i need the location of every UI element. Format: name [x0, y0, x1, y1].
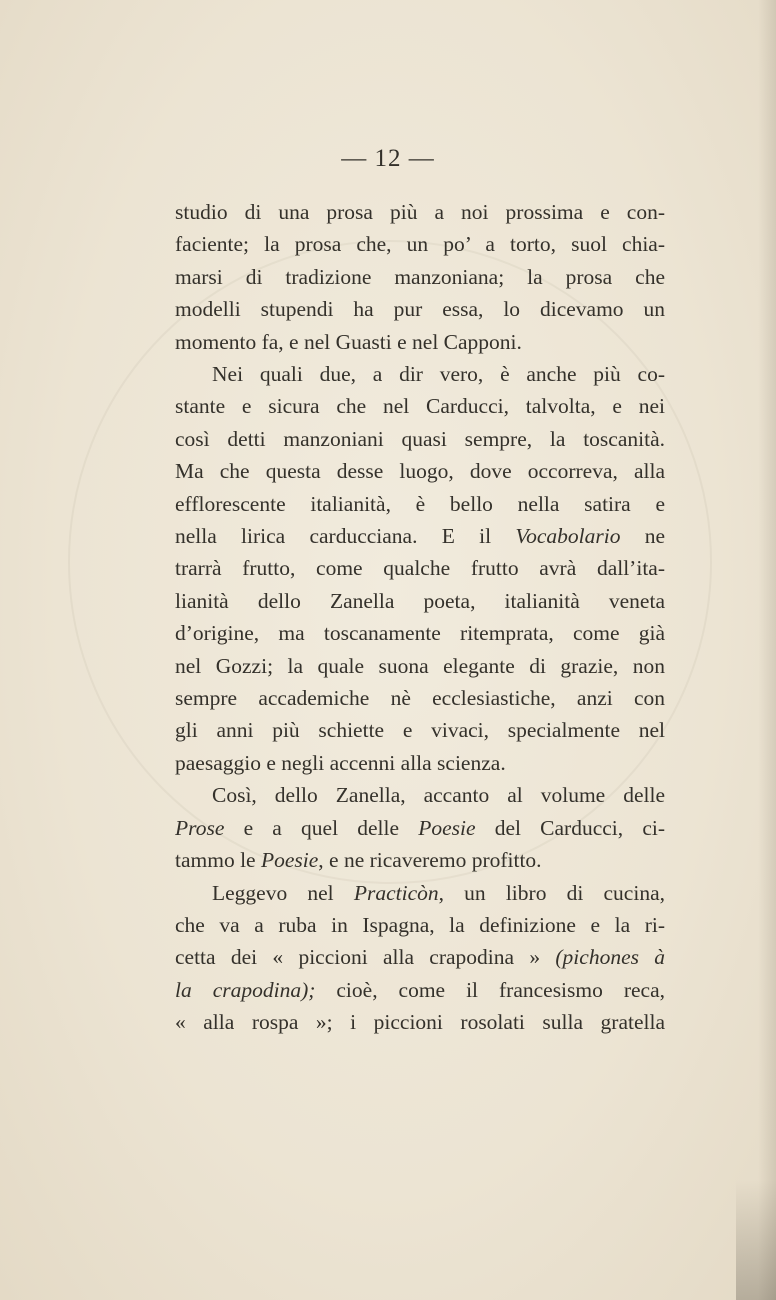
- text-line: [175, 812, 665, 844]
- text-line: [175, 877, 665, 909]
- text-line: [175, 844, 665, 876]
- text-line: lianità dello Zanella poeta, italianità veneta: [175, 588, 665, 613]
- text-line: efflorescente italianità, è bello nella satira e: [175, 491, 665, 516]
- text-line: così detti manzoniani quasi sempre, la toscanità.: [175, 426, 665, 451]
- italic-title: Poesie: [418, 815, 476, 840]
- text-line: sempre accademiche nè ecclesiastiche, anzi con: [175, 686, 665, 711]
- text-segment: , un libro di cucina,: [438, 880, 665, 905]
- text-segment: ne: [644, 524, 665, 549]
- text-line: nel Gozzi; la quale suona elegante di grazie, non: [175, 653, 665, 678]
- body-text: [175, 196, 665, 1038]
- text-line: [175, 974, 665, 1006]
- text-line: Ma che questa desse luogo, dove occorreva, alla: [175, 459, 665, 484]
- text-line: Così, dello Zanella, accanto al volume delle: [212, 783, 665, 808]
- text-segment: tammo le: [175, 848, 256, 873]
- text-line: studio di una prosa più a noi prossima e con-: [175, 200, 665, 224]
- italic-title: Poesie: [260, 848, 319, 873]
- italic-title: Vocabolario: [515, 524, 621, 549]
- text-segment: del Carducci, ci-: [494, 815, 665, 840]
- text-line: d’origine, ma toscanamente ritemprata, come già: [175, 621, 665, 646]
- italic-title: Prose: [175, 815, 225, 840]
- text-segment: Leggevo nel: [212, 880, 334, 905]
- text-segment: e a quel delle: [243, 815, 400, 840]
- text-line: Nei quali due, a dir vero, è anche più co-: [212, 362, 665, 387]
- italic-title: Practicòn: [353, 880, 439, 905]
- text-line: modelli stupendi ha pur essa, lo dicevamo un: [175, 297, 665, 322]
- page-corner-shadow: [736, 1180, 776, 1300]
- italic-phrase: la crapodina);: [175, 977, 316, 1002]
- text-segment: , e ne ricaveremo profitto.: [318, 848, 542, 873]
- italic-phrase: (pichones à: [555, 945, 665, 970]
- text-line: paesaggio e negli accenni alla scienza.: [175, 750, 506, 775]
- text-segment: cioè, come il francesismo reca,: [336, 977, 665, 1002]
- text-line: che va a ruba in Ispagna, la definizione e la ri-: [175, 912, 665, 937]
- text-line: « alla rospa »; i piccioni rosolati sulla gratella: [175, 1010, 665, 1035]
- text-line: marsi di tradizione manzoniana; la prosa che: [175, 264, 665, 289]
- text-segment: nella lirica carducciana. E il: [175, 524, 492, 549]
- text-line: [175, 941, 665, 973]
- text-line: momento fa, e nel Guasti e nel Capponi.: [175, 329, 522, 354]
- text-line: faciente; la prosa che, un po’ a torto, suol chia-: [175, 232, 665, 257]
- text-line: [175, 520, 665, 552]
- text-segment: cetta dei « piccioni alla crapodina »: [175, 945, 541, 970]
- text-line: trarrà frutto, come qualche frutto avrà dall’ita-: [175, 556, 665, 581]
- page-number: — 12 —: [341, 145, 435, 172]
- text-line: gli anni più schiette e vivaci, specialmente nel: [175, 718, 665, 743]
- text-line: stante e sicura che nel Carducci, talvolta, e nei: [175, 394, 665, 419]
- page-edge-shadow: [758, 0, 776, 1300]
